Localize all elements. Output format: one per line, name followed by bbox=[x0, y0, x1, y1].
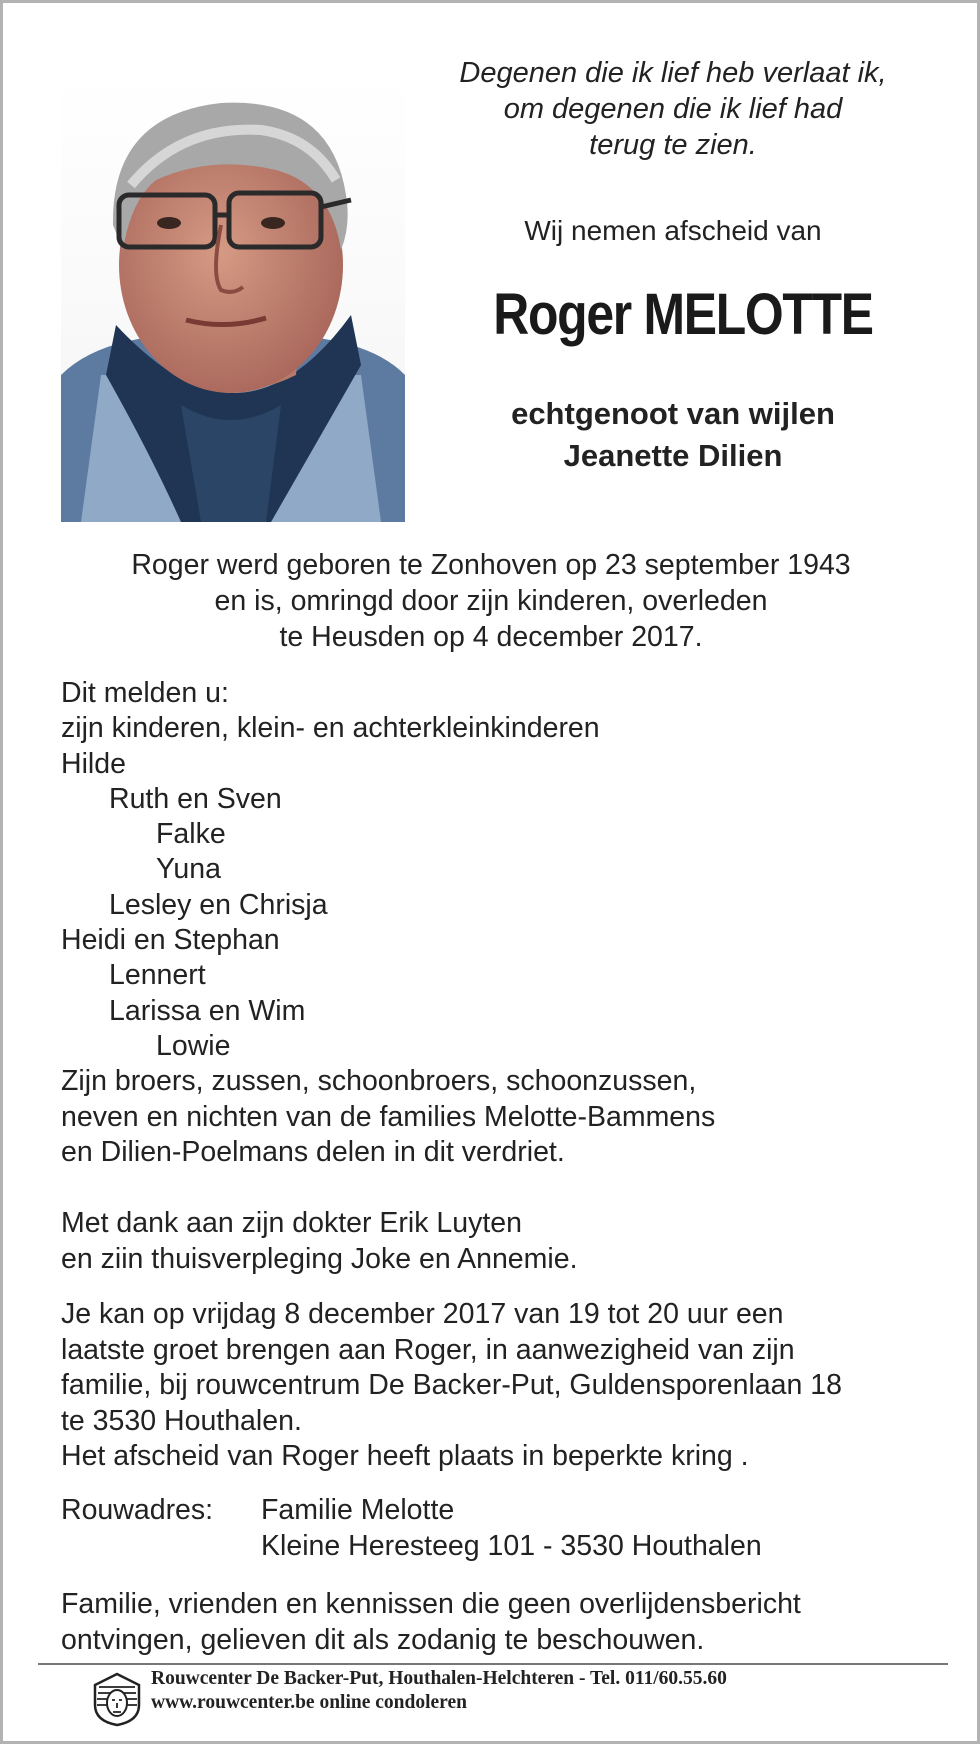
address-label: Rouwadres: bbox=[61, 1494, 214, 1526]
visitation-line: laatste groet brengen aan Roger, in aanwezigheid van zijn bbox=[61, 1333, 795, 1366]
spouse-name: Jeanette Dilien bbox=[563, 438, 783, 473]
visitation-line: Je kan op vrijdag 8 december 2017 van 19 tot 20 uur een bbox=[61, 1298, 784, 1330]
thanks-line: Met dank aan zijn dokter Erik Luyten bbox=[61, 1207, 522, 1239]
thanks-line: en ziin thuisverpleging Joke en Annemie. bbox=[61, 1242, 578, 1275]
pharaoh-head-logo-icon bbox=[89, 1671, 145, 1727]
family-member: Ruth en Sven bbox=[109, 782, 282, 815]
spouse-info bbox=[423, 393, 923, 477]
visitation-line: Het afscheid van Roger heeft plaats in beperkte kring . bbox=[61, 1440, 749, 1472]
mourning-address bbox=[61, 1493, 762, 1564]
birth-death-text bbox=[61, 547, 921, 655]
deceased-name: Roger MELOTTE bbox=[493, 282, 873, 347]
family-member: Lesley en Chrisja bbox=[109, 888, 328, 921]
thanks-text bbox=[61, 1206, 578, 1277]
announcement-line: Zijn broers, zussen, schoonbroers, schoonzussen, bbox=[61, 1065, 697, 1098]
spouse-line: echtgenoot van wijlen bbox=[511, 396, 835, 431]
birth-death-line: en is, omringd door zijn kinderen, overleden bbox=[214, 585, 768, 617]
birth-death-line: Roger werd geboren te Zonhoven op 23 september 1943 bbox=[131, 549, 851, 581]
family-member: Heidi en Stephan bbox=[61, 924, 280, 957]
quote-line: terug te zien. bbox=[589, 129, 757, 161]
family-member: Larissa en Wim bbox=[109, 994, 306, 1027]
family-member: Falke bbox=[156, 818, 226, 851]
visitation-line: te 3530 Houthalen. bbox=[61, 1404, 302, 1437]
funeral-home-footer bbox=[151, 1667, 727, 1715]
visitation-text bbox=[61, 1297, 842, 1475]
funeral-home-contact: Rouwcenter De Backer-Put, Houthalen-Helchteren - Tel. 011/60.55.60 bbox=[151, 1668, 727, 1689]
quote-line: om degenen die ik lief had bbox=[503, 93, 843, 125]
closing-text bbox=[61, 1587, 801, 1658]
family-member: Lennert bbox=[109, 959, 206, 992]
portrait-illustration bbox=[61, 75, 405, 522]
footer-divider bbox=[38, 1663, 948, 1665]
announcement-line: zijn kinderen, klein- en achterkleinkinderen bbox=[61, 712, 600, 745]
closing-line: ontvingen, gelieven dit als zodanig te beschouwen. bbox=[61, 1623, 705, 1656]
address-line: Kleine Heresteeg 101 - 3530 Houthalen bbox=[261, 1529, 762, 1562]
birth-death-line: te Heusden op 4 december 2017. bbox=[279, 621, 703, 653]
family-member: Hilde bbox=[61, 747, 126, 780]
intro-text: Wij nemen afscheid van bbox=[524, 215, 822, 246]
visitation-line: familie, bij rouwcentrum De Backer-Put, Guldensporenlaan 18 bbox=[61, 1369, 842, 1401]
portrait-photo bbox=[61, 75, 405, 522]
funeral-home-website: www.rouwcenter.be online condoleren bbox=[151, 1692, 467, 1713]
announcement-line: neven en nichten van de families Melotte-Bammens bbox=[61, 1100, 716, 1133]
family-announcement bbox=[61, 676, 715, 1170]
quote-line: Degenen die ik lief heb verlaat ik, bbox=[459, 57, 887, 89]
announcement-line: Dit melden u: bbox=[61, 677, 229, 709]
family-member: Lowie bbox=[156, 1029, 231, 1062]
announcement-line: en Dilien-Poelmans delen in dit verdriet. bbox=[61, 1135, 565, 1168]
quote bbox=[423, 55, 923, 163]
address-line: Familie Melotte bbox=[261, 1494, 455, 1526]
closing-line: Familie, vrienden en kennissen die geen overlijdensbericht bbox=[61, 1588, 801, 1620]
family-member: Yuna bbox=[156, 853, 221, 886]
